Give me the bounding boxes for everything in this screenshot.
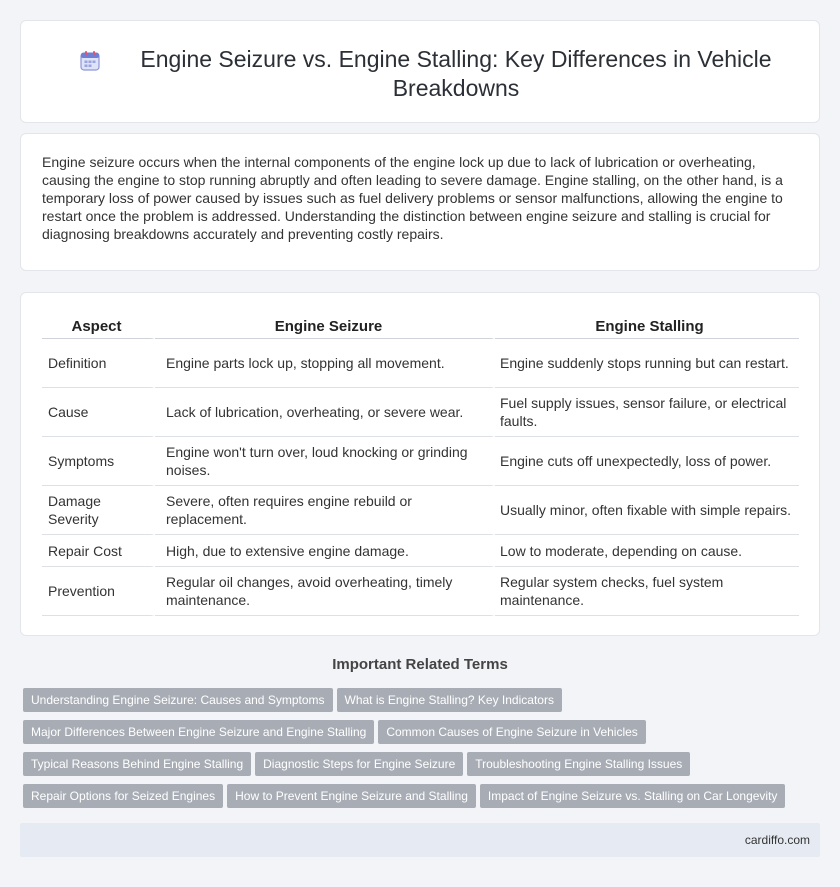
table-cell-seizure: Engine parts lock up, stopping all movement. <box>155 339 495 388</box>
related-terms-heading: Important Related Terms <box>332 656 508 673</box>
tag-row <box>23 720 813 752</box>
title-card <box>20 20 820 123</box>
table-cell-aspect: Definition <box>42 339 155 388</box>
related-term-tag[interactable]: Repair Options for Seized Engines <box>23 784 223 808</box>
tag-row <box>23 752 813 784</box>
footer <box>20 823 820 857</box>
table-cell-seizure: Lack of lubrication, overheating, or severe wear. <box>155 388 495 437</box>
table-cell-aspect: Cause <box>42 388 155 437</box>
intro-card <box>20 133 820 271</box>
column-header-engine-seizure: Engine Seizure <box>155 315 495 339</box>
page-title: Engine Seizure vs. Engine Stalling: Key Differences in Vehicle Breakdowns <box>140 46 772 101</box>
tag-row <box>23 784 813 816</box>
table-row <box>42 486 799 535</box>
related-term-tag[interactable]: Common Causes of Engine Seizure in Vehicles <box>378 720 645 744</box>
table-cell-seizure: Regular oil changes, avoid overheating, timely maintenance. <box>155 567 495 616</box>
table-cell-stalling: Engine suddenly stops running but can restart. <box>495 339 799 388</box>
related-term-tag[interactable]: Major Differences Between Engine Seizure and Engine Stalling <box>23 720 374 744</box>
related-term-tag[interactable]: Troubleshooting Engine Stalling Issues <box>467 752 690 776</box>
related-term-tag[interactable]: Understanding Engine Seizure: Causes and Symptoms <box>23 688 333 712</box>
table-cell-aspect: Repair Cost <box>42 535 155 567</box>
footer-site-name: cardiffo.com <box>744 833 810 847</box>
table-row <box>42 437 799 486</box>
table-cell-seizure: Severe, often requires engine rebuild or replacement. <box>155 486 495 535</box>
table-cell-stalling: Regular system checks, fuel system maintenance. <box>495 567 799 616</box>
table-row <box>42 388 799 437</box>
comparison-table-card <box>20 292 820 636</box>
table-row <box>42 535 799 567</box>
related-term-tag[interactable]: Typical Reasons Behind Engine Stalling <box>23 752 251 776</box>
table-cell-stalling: Engine cuts off unexpectedly, loss of power. <box>495 437 799 486</box>
tag-row <box>23 688 813 720</box>
table-cell-aspect: Prevention <box>42 567 155 616</box>
table-row <box>42 339 799 388</box>
column-header-aspect: Aspect <box>42 315 155 339</box>
table-row <box>42 567 799 616</box>
related-term-tag[interactable]: Impact of Engine Seizure vs. Stalling on Car Longevity <box>480 784 786 808</box>
related-term-tag[interactable]: Diagnostic Steps for Engine Seizure <box>255 752 463 776</box>
table-cell-stalling: Usually minor, often fixable with simple repairs. <box>495 486 799 535</box>
intro-paragraph: Engine seizure occurs when the internal components of the engine lock up due to lack of lubrication or overheating, causing the engine to stop running abruptly and often leading to severe damage. Engine stalling, on the other hand, is a temporary loss of power caused by issues such as fuel delivery problems or sensor malfunctions, allowing the engine to restart once the problem is addressed. Understanding the distinction between engine seizure and stalling is crucial for diagnosing breakdowns accurately and preventing costly repairs. <box>42 154 783 242</box>
comparison-table <box>42 315 799 616</box>
table-cell-seizure: Engine won't turn over, loud knocking or grinding noises. <box>155 437 495 486</box>
calendar-icon <box>78 49 102 73</box>
table-cell-stalling: Low to moderate, depending on cause. <box>495 535 799 567</box>
table-header-row <box>42 315 799 339</box>
related-term-tag[interactable]: What is Engine Stalling? Key Indicators <box>337 688 562 712</box>
related-term-tag[interactable]: How to Prevent Engine Seizure and Stalling <box>227 784 476 808</box>
table-cell-stalling: Fuel supply issues, sensor failure, or electrical faults. <box>495 388 799 437</box>
table-cell-aspect: Symptoms <box>42 437 155 486</box>
table-cell-aspect: Damage Severity <box>42 486 155 535</box>
title-row <box>21 45 821 103</box>
column-header-engine-stalling: Engine Stalling <box>495 315 799 339</box>
related-terms-tags <box>23 688 813 816</box>
table-cell-seizure: High, due to extensive engine damage. <box>155 535 495 567</box>
